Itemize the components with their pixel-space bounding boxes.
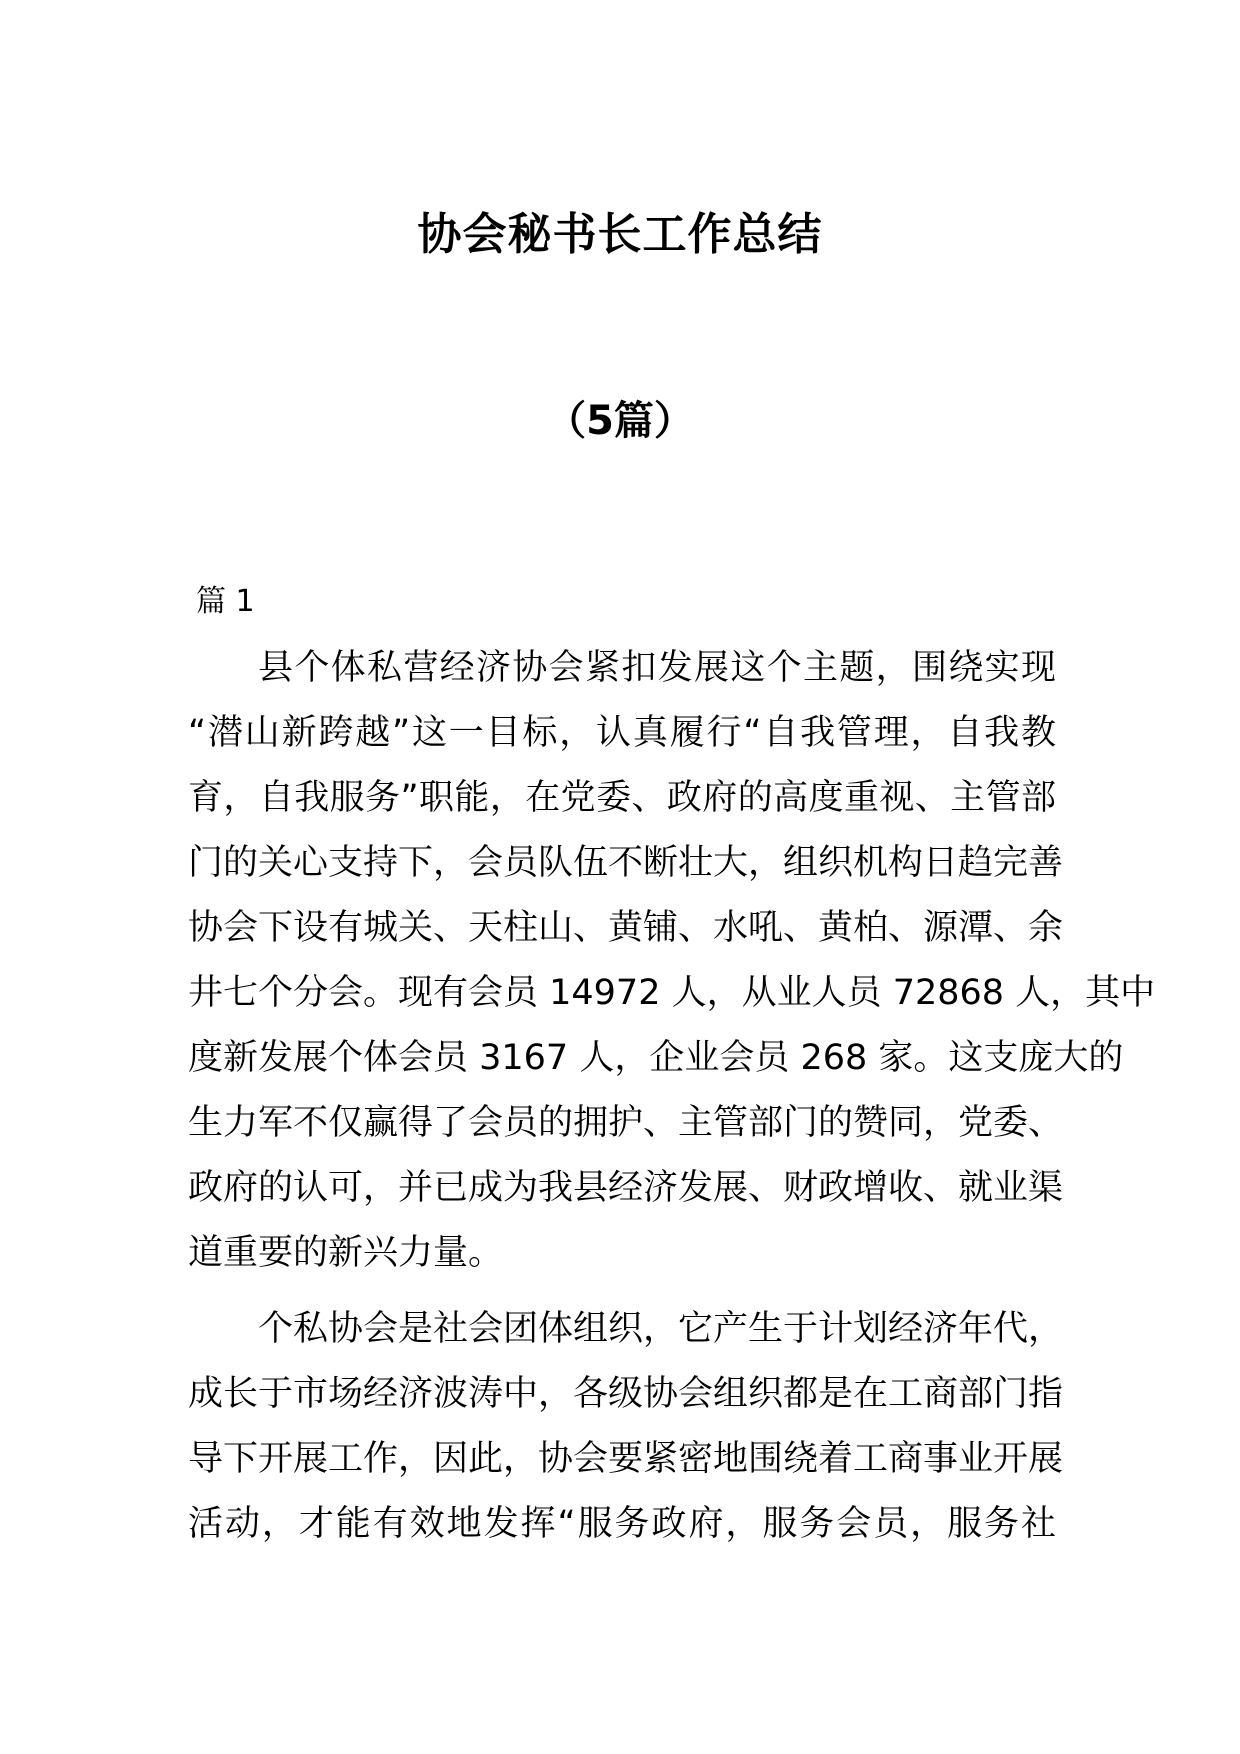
paragraph-line: 育，自我服务”职能，在党委、政府的高度重视、主管部 bbox=[188, 778, 1056, 818]
paragraph-line: 县个体私营经济协会紧扣发展这个主题，围绕实现 bbox=[258, 648, 1056, 688]
paragraph-line: 个私协会是社会团体组织，它产生于计划经济年代， bbox=[258, 1309, 1064, 1349]
paragraph-line: 导下开展工作，因此，协会要紧密地围绕着工商事业开展 bbox=[188, 1439, 1064, 1479]
paragraph-line: 协会下设有城关、天柱山、黄铺、水吼、黄柏、源潭、余 bbox=[188, 908, 1064, 948]
paragraph-line: “潜山新跨越”这一目标，认真履行“自我管理，自我教 bbox=[188, 713, 1056, 753]
section-label: 篇 1 bbox=[196, 584, 255, 619]
paragraph-line: 门的关心支持下，会员队伍不断壮大，组织机构日趋完善 bbox=[188, 843, 1064, 883]
paragraph-line: 活动，才能有效地发挥“服务政府，服务会员，服务社 bbox=[188, 1504, 1056, 1544]
document-subtitle: （5篇） bbox=[546, 398, 694, 444]
paragraph-line: 道重要的新兴力量。 bbox=[188, 1233, 504, 1273]
paragraph-2 bbox=[188, 1297, 1064, 1557]
paragraph-line: 成长于市场经济波涛中，各级协会组织都是在工商部门指 bbox=[188, 1374, 1064, 1414]
paragraph-line: 政府的认可，并已成为我县经济发展、财政增收、就业渠 bbox=[188, 1168, 1064, 1208]
paragraph-line: 生力军不仅赢得了会员的拥护、主管部门的赞同，党委、 bbox=[188, 1103, 1064, 1143]
document-title: 协会秘书长工作总结 bbox=[417, 209, 823, 260]
paragraph-line: 度新发展个体会员 3167 人，企业会员 268 家。这支庞大的 bbox=[188, 1038, 1124, 1078]
paragraph-1 bbox=[188, 636, 1156, 1286]
paragraph-line: 井七个分会。现有会员 14972 人，从业人员 72868 人，其中 bbox=[188, 973, 1156, 1013]
